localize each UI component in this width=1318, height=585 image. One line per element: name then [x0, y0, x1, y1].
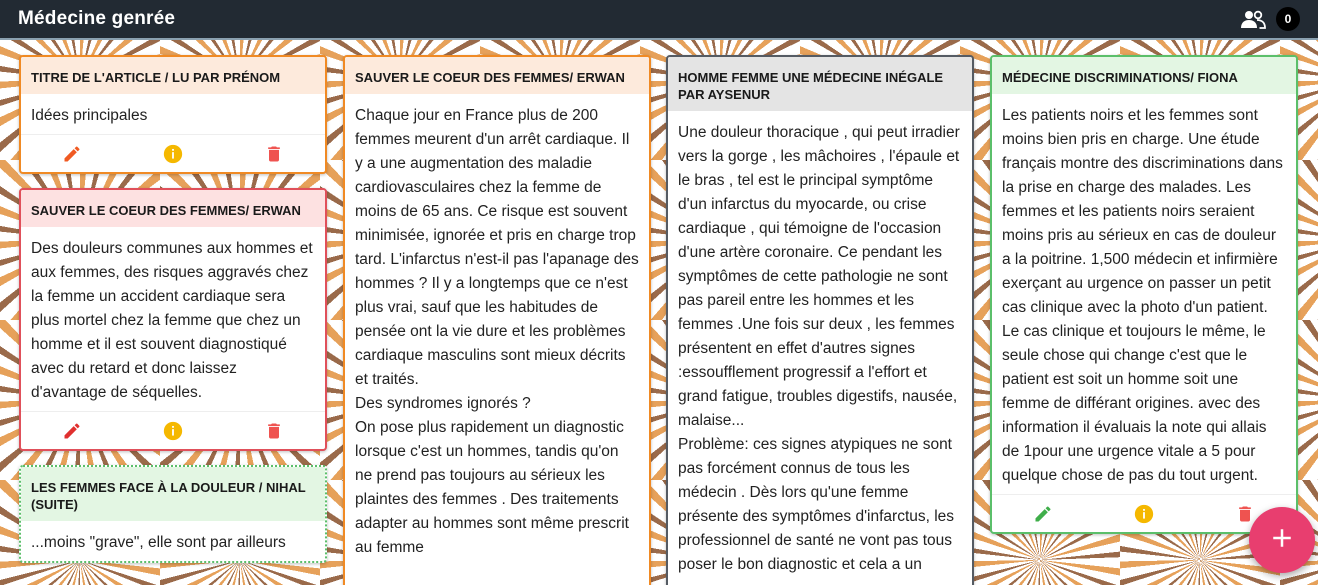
add-card-button[interactable] [1249, 507, 1315, 573]
card-body: ...moins "grave", elle sont par ailleurs [31, 534, 286, 551]
card-title: TITRE DE L'ARTICLE / LU PAR PRÉNOM [21, 57, 325, 94]
info-icon[interactable] [162, 143, 184, 165]
card-title: SAUVER LE COEUR DES FEMMES/ ERWAN [345, 57, 649, 94]
top-bar [0, 0, 1318, 40]
users-icon[interactable] [1240, 9, 1266, 29]
card-body: Chaque jour en France plus de 200 femmes meurent d'un arrêt cardiaque. Il y a une augmentation des maladie cardiovasculaires chez la femme de moins de 65 ans. Ce risque est souvent minimisée, ignorée et pris en charge trop tard. L'infarctus n'est-il pas l'apanage des hommes ? Il y a longtemps que ce n'est plus vrai, sauf que les habitudes de pensée ont la vie dure et les problèmes cardiaque masculins sont mieux décrits et traités. Des syndromes ignorés ? On pose plus rapidement un diagnostic lorsque c'est un hommes, tandis qu'on ne prend pas toujours au sérieux les plaintes des femmes . Des traitements adapter au hommes sont même prescrit au femme [355, 107, 639, 556]
column-4 [990, 55, 1298, 548]
topbar-right [1240, 7, 1300, 31]
info-icon[interactable] [1133, 503, 1155, 525]
card-actions [992, 494, 1296, 532]
column-2 [343, 55, 651, 585]
card[interactable] [19, 465, 327, 563]
user-count-badge: 0 [1276, 7, 1300, 31]
board-title: Médecine genrée [18, 8, 176, 29]
info-icon[interactable] [162, 420, 184, 442]
card-title: MÉDECINE DISCRIMINATIONS/ FIONA [992, 57, 1296, 94]
card-body: Les patients noirs et les femmes sont moins bien pris en charge. Une étude français montre des discriminations dans la prise en charge des malades. Les femmes et les patients noirs seraient moins pris au sérieux en cas de douleur a la poitrine. 1,500 médecin et infirmière exerçant au urgence on passer un petit cas clinique avec la photo d'un patient. Le cas clinique et toujours le même, le seule chose qui change c'est que le patient est soit un homme soit une femme de différant origines. avec des information il évaluais la note qui allais de 1pour une urgence vitale a 5 pour quelque chose de pas du tout urgent. [1002, 107, 1288, 484]
pencil-icon[interactable] [61, 420, 83, 442]
plus-icon [1267, 523, 1297, 558]
column-1 [19, 55, 327, 577]
card-title: SAUVER LE COEUR DES FEMMES/ ERWAN [21, 190, 325, 227]
card-body: Une douleur thoracique , qui peut irradier vers la gorge , les mâchoires , l'épaule et le bras , tel est le principal symptôme d'un infarctus du myocarde, ou crise cardiaque , qui témoigne de l'occasion d'une artère coronaire. Ce pendant les symptômes de cette pathologie ne sont pas pareil entre les hommes et les femmes .Une fois sur deux , les femmes présentent en effet d'autres signes :essoufflement progressif a l'effort et grand fatigue, troubles digestifs, nausée, malaise... Problème: ces signes atypiques ne sont pas forcément connus de tous les médecin . Dès lors qu'une femme présente des symptômes d'infarctus, les professionnel de santé ne vont pas tous poser le bon diagnostic et cela a un [678, 124, 960, 573]
trash-icon[interactable] [1234, 503, 1256, 525]
card[interactable] [666, 55, 974, 585]
card-title: LES FEMMES FACE À LA DOULEUR / NIHAL (SUITE) [21, 467, 325, 521]
pencil-icon[interactable] [1032, 503, 1054, 525]
card-actions [21, 411, 325, 449]
card[interactable] [990, 55, 1298, 534]
column-3 [666, 55, 974, 585]
trash-icon[interactable] [263, 143, 285, 165]
card[interactable] [19, 55, 327, 174]
trash-icon[interactable] [263, 420, 285, 442]
pencil-icon[interactable] [61, 143, 83, 165]
card-actions [21, 134, 325, 172]
card-body: Idées principales [31, 107, 148, 124]
card-body: Des douleurs communes aux hommes et aux femmes, des risques aggravés chez la femme un accident cardiaque sera plus mortel chez la femme que chez un homme et il est souvent diagnostiqué avec du retard et donc laissez d'avantage de séquelles. [31, 240, 318, 401]
card-title: HOMME FEMME UNE MÉDECINE INÉGALE PAR AYSENUR [668, 57, 972, 111]
card[interactable] [19, 188, 327, 451]
card[interactable] [343, 55, 651, 585]
